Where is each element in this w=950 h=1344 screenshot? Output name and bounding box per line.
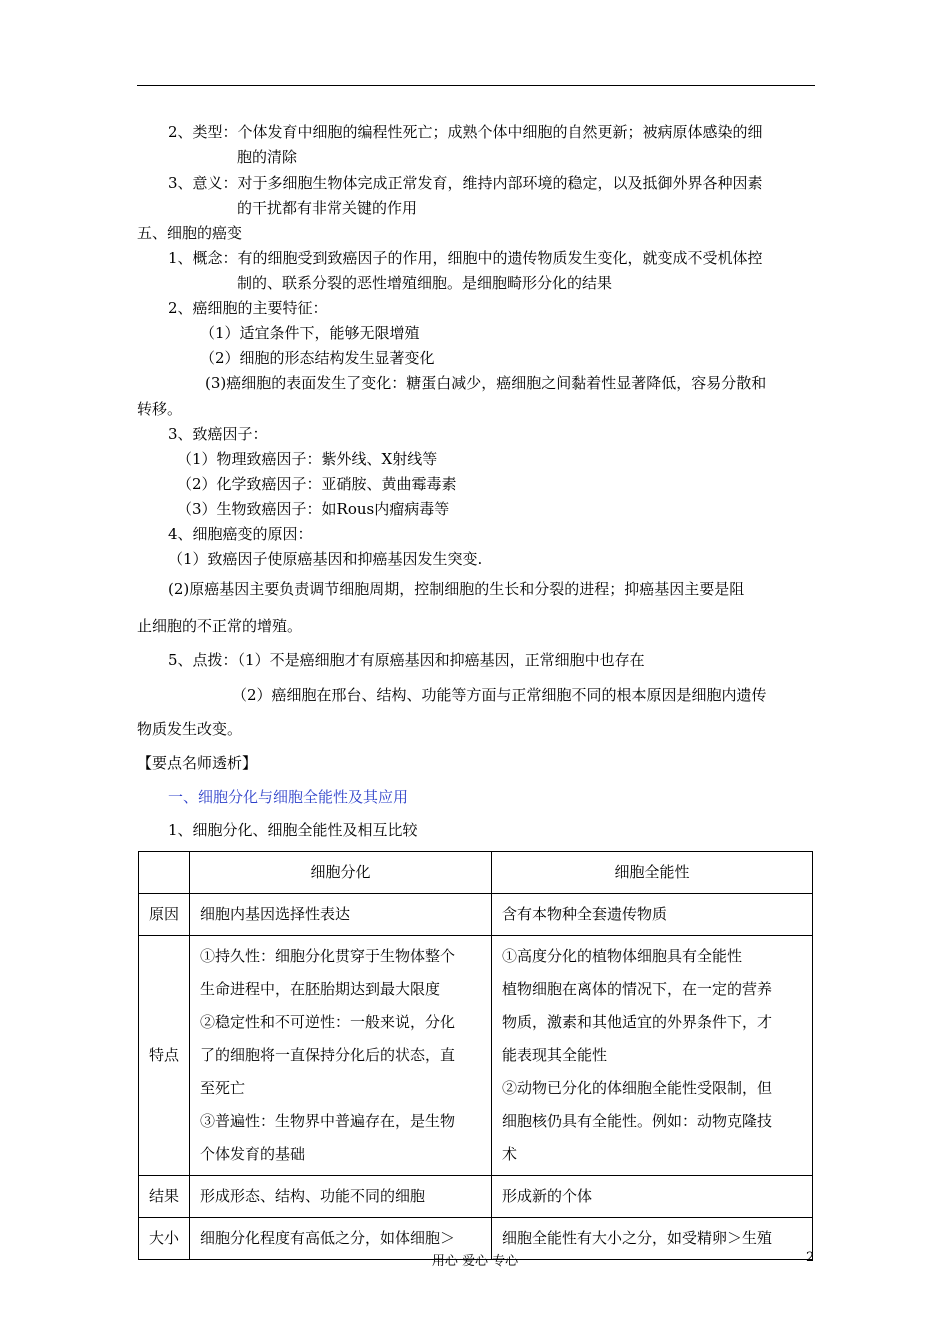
text-line: （1）物理致癌因子：紫外线、X射线等 <box>177 450 438 468</box>
page-footer: 用心 爱心 专心 <box>431 1254 519 1269</box>
subsection-heading: 一、细胞分化与细胞全能性及其应用 <box>168 788 409 806</box>
cell-text: 至死亡 <box>200 1079 246 1097</box>
text-line: 1、概念：有的细胞受到致癌因子的作用，细胞中的遗传物质发生变化，就变成不受机体控 <box>168 249 763 267</box>
cell-text: 物质，激素和其他适宜的外界条件下，才 <box>502 1013 773 1031</box>
text-line: （2）癌细胞在邢台、结构、功能等方面与正常细胞不同的根本原因是细胞内遗传 <box>232 686 767 704</box>
text-line: （2）细胞的形态结构发生显著变化 <box>200 349 435 367</box>
cell-text: ①高度分化的植物体细胞具有全能性 <box>502 947 743 965</box>
text-line: 止细胞的不正常的增殖。 <box>137 617 303 635</box>
row-label: 特点 <box>139 936 190 1176</box>
text-line: 2、类型：个体发育中细胞的编程性死亡；成熟个体中细胞的自然更新；被病原体感染的细 <box>168 123 763 141</box>
comparison-table <box>138 851 813 1260</box>
text-line: 3、致癌因子： <box>168 425 268 443</box>
table-header-row <box>139 852 813 894</box>
text-line: 5、点拨：（1）不是癌细胞才有原癌基因和抑癌基因，正常细胞中也存在 <box>168 651 645 669</box>
text-line: 胞的清除 <box>237 148 298 166</box>
table-cell <box>190 936 492 1176</box>
text-line: （2）化学致癌因子：亚硝胺、黄曲霉毒素 <box>177 475 457 493</box>
cell-text: 植物细胞在离体的情况下，在一定的营养 <box>502 980 773 998</box>
text-line: (3)癌细胞的表面发生了变化：糖蛋白减少，癌细胞之间黏着性显著降低，容易分散和 <box>205 374 767 392</box>
cell-text: 含有本物种全套遗传物质 <box>502 905 668 923</box>
cell-text: ①持久性：细胞分化贯穿于生物体整个 <box>200 947 456 965</box>
text-line: （1）适宜条件下，能够无限增殖 <box>200 324 420 342</box>
table-cell <box>492 1176 813 1218</box>
text-line: 物质发生改变。 <box>137 720 243 738</box>
text-line: (2)原癌基因主要负责调节细胞周期，控制细胞的生长和分裂的进程；抑癌基因主要是阻 <box>168 580 745 598</box>
text-line: （3）生物致癌因子：如Rous内瘤病毒等 <box>177 500 450 518</box>
cell-text: ③普遍性：生物界中普遍存在，是生物 <box>200 1112 456 1130</box>
header-rule <box>137 85 815 86</box>
table-cell <box>492 894 813 936</box>
cell-text: 术 <box>502 1145 518 1163</box>
text-line: 的干扰都有非常关键的作用 <box>237 199 418 217</box>
row-label: 原因 <box>139 894 190 936</box>
cell-text: ②稳定性和不可逆性：一般来说，分化 <box>200 1013 456 1031</box>
text-line: 转移。 <box>137 400 183 418</box>
table-header-cell: 细胞全能性 <box>492 852 813 894</box>
table-cell <box>190 1176 492 1218</box>
text-line: 1、细胞分化、细胞全能性及相互比较 <box>168 821 418 839</box>
cell-text: 细胞分化程度有高低之分，如体细胞＞ <box>200 1229 456 1247</box>
table-row <box>139 1176 813 1218</box>
table-cell <box>190 894 492 936</box>
section-heading: 五、细胞的癌变 <box>137 224 243 242</box>
cell-text: 形成形态、结构、功能不同的细胞 <box>200 1187 426 1205</box>
table-cell <box>492 936 813 1176</box>
cell-text: 细胞内基因选择性表达 <box>200 905 351 923</box>
text-line: 3、意义：对于多细胞生物体完成正常发育，维持内部环境的稳定，以及抵御外界各种因素 <box>168 174 763 192</box>
text-line: 制的、联系分裂的恶性增殖细胞。是细胞畸形分化的结果 <box>237 274 613 292</box>
cell-text: ②动物已分化的体细胞全能性受限制，但 <box>502 1079 773 1097</box>
table-header-cell <box>139 852 190 894</box>
cell-text: 了的细胞将一直保持分化后的状态，直 <box>200 1046 456 1064</box>
text-line: （1）致癌因子使原癌基因和抑癌基因发生突变. <box>168 550 483 568</box>
text-line: 2、癌细胞的主要特征： <box>168 299 328 317</box>
cell-text: 细胞全能性有大小之分，如受精卵＞生殖 <box>502 1229 773 1247</box>
cell-text: 能表现其全能性 <box>502 1046 608 1064</box>
row-label: 大小 <box>139 1218 190 1260</box>
row-label: 结果 <box>139 1176 190 1218</box>
cell-text: 形成新的个体 <box>502 1187 593 1205</box>
page-number: 2 <box>806 1250 815 1265</box>
table-row <box>139 936 813 1176</box>
cell-text: 生命进程中，在胚胎期达到最大限度 <box>200 980 441 998</box>
table-header-cell: 细胞分化 <box>190 852 492 894</box>
text-line: 4、细胞癌变的原因： <box>168 525 313 543</box>
cell-text: 个体发育的基础 <box>200 1145 306 1163</box>
table-row <box>139 894 813 936</box>
cell-text: 细胞核仍具有全能性。例如：动物克隆技 <box>502 1112 773 1130</box>
section-heading: 【要点名师透析】 <box>137 754 258 772</box>
